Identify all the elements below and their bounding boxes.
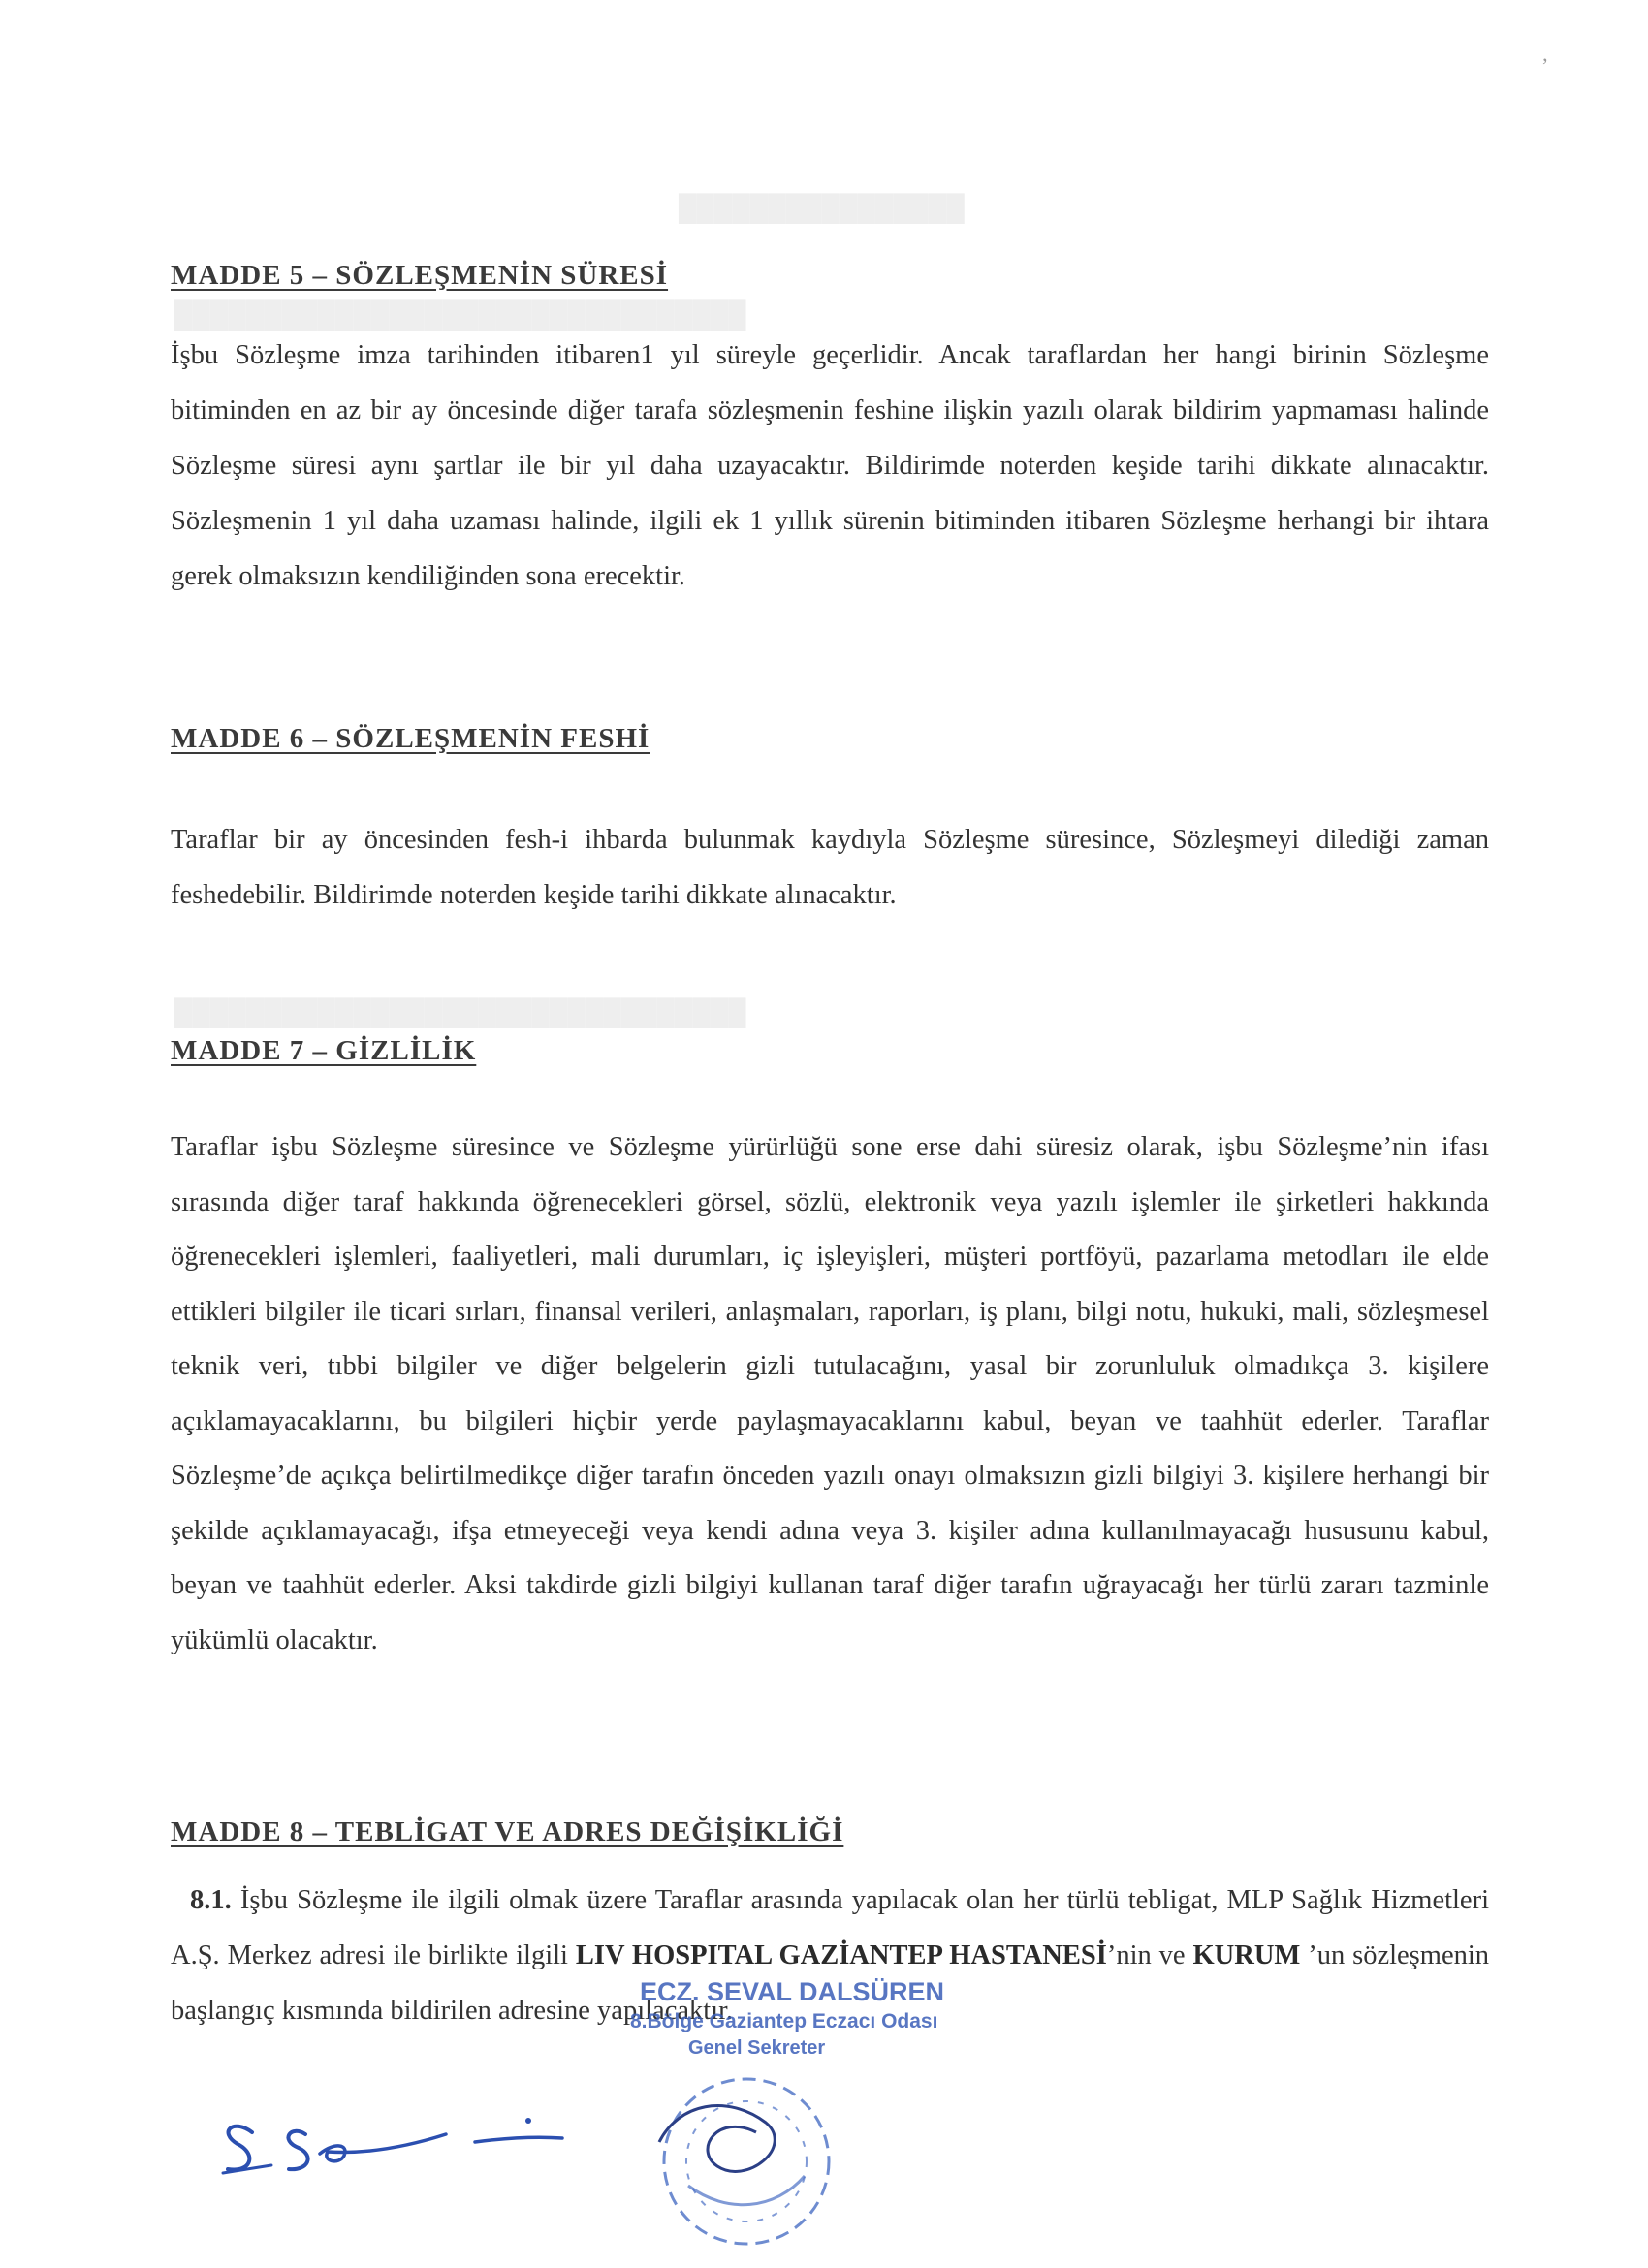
clause-number: 8.1. xyxy=(190,1885,232,1915)
clause-text-part1: İşbu Sözleşme ile ilgili olmak üzere Taraflar arasında yapılacak olan her türlü tebligat, MLP Sağlık Hizmetleri A.Ş. Merkez adresi ile birlikte ilgili xyxy=(171,1885,1489,1970)
heading-article-5: MADDE 5 – SÖZLEŞMENİN SÜRESİ xyxy=(171,260,669,291)
hospital-name: LIV HOSPITAL GAZİANTEP HASTANESİ xyxy=(575,1940,1107,1970)
signature-image xyxy=(213,2064,582,2190)
paragraph-article-7: Taraflar işbu Sözleşme süresince ve Sözleşme yürürlüğü sone erse dahi süresiz olarak, işbu Sözleşme’nin ifası sırasında diğer taraf hakkında öğrenecekleri görsel, sözlü, elektronik veya yazılı işlemler ile şirketleri hakkında öğrenecekleri işlemleri, faaliyetleri, mali durumları, iç işleyişleri, müşteri portföyü, pazarlama metodları ile elde ettikleri bilgiler ile ticari sırları, finansal verileri, anlaşmaları, raporları, iş planı, bilgi notu, hukuki, mali, sözleşmesel teknik veri, tıbbi bilgiler ve diğer belgelerin gizli tutulacağını, yasal bir zorunluluk olmadıkça 3. kişilere açıklamayacaklarını, bu bilgileri hiçbir yerde paylaşmayacaklarını kabul, beyan ve taahhüt ederler. Taraflar Sözleşme’de açıkça belirtilmedikçe diğer tarafın önceden yazılı onayı olmaksızın gizli bilgiyi 3. kişilere herhangi bir şekilde açıklamayacağı, ifşa etmeyeceği veya kendi adına veya 3. kişiler adına kullanılmayacağı hususunu kabul, beyan ve taahhüt ederler. Aksi takdirde gizli bilgiyi kullanan taraf diğer tarafın uğrayacağı her türlü zararı tazminle yükümlü olacaktır. xyxy=(171,1132,1489,1655)
bleed-through-texture: ████████████████ ████████████████████████████████ ████████████████████████████████ xyxy=(174,194,965,1026)
kurum-name: KURUM xyxy=(1192,1940,1301,1970)
paragraph-article-6: Taraflar bir ay öncesinden fesh-i ihbarda bulunmak kaydıyla Sözleşme süresince, Sözleşmeyi dilediği zaman feshedebilir. Bildirimde noterden keşide tarihi dikkate alınacaktır. xyxy=(171,825,1489,910)
round-seal-icon xyxy=(601,1977,911,2258)
stamp-line-2: 8.Bölge Gaziantep Eczacı Odası xyxy=(630,2010,938,2032)
clause-text-part2: ’nin ve xyxy=(1106,1940,1193,1970)
clause-text-part3: ’un sözleşmenin başlangıç kısmında bildirilen adresine yapılacaktır. xyxy=(171,1940,1490,2026)
heading-article-6: MADDE 6 – SÖZLEŞMENİN FESHİ xyxy=(171,723,650,754)
stamp-line-1: ECZ. SEVAL DALSÜREN xyxy=(640,1977,945,2006)
corner-mark: ’ xyxy=(1541,53,1549,78)
heading-article-7: MADDE 7 – GİZLİLİK xyxy=(171,1035,477,1066)
paragraph-article-5: İşbu Sözleşme imza tarihinden itibaren1 yıl süreyle geçerlidir. Ancak taraflardan her hangi birinin Sözleşme bitiminden en az bir ay öncesinde diğer tarafa sözleşmenin feshine ilişkin yazılı olarak bildirim yapmaması halinde Sözleşme süresi aynı şartlar ile bir yıl daha uzayacaktır. Bildirimde noterden keşide tarihi dikkate alınacaktır. Sözleşmenin 1 yıl daha uzaması halinde, ilgili ek 1 yıllık sürenin bitiminden itibaren Sözleşme herhangi bir ihtara gerek olmaksızın kendiliğinden sona erecektir. xyxy=(171,340,1489,591)
heading-article-8: MADDE 8 – TEBLİGAT VE ADRES DEĞİŞİKLİĞİ xyxy=(171,1816,844,1847)
stamp-line-3: Genel Sekreter xyxy=(688,2037,826,2059)
official-stamp xyxy=(601,1977,945,2258)
